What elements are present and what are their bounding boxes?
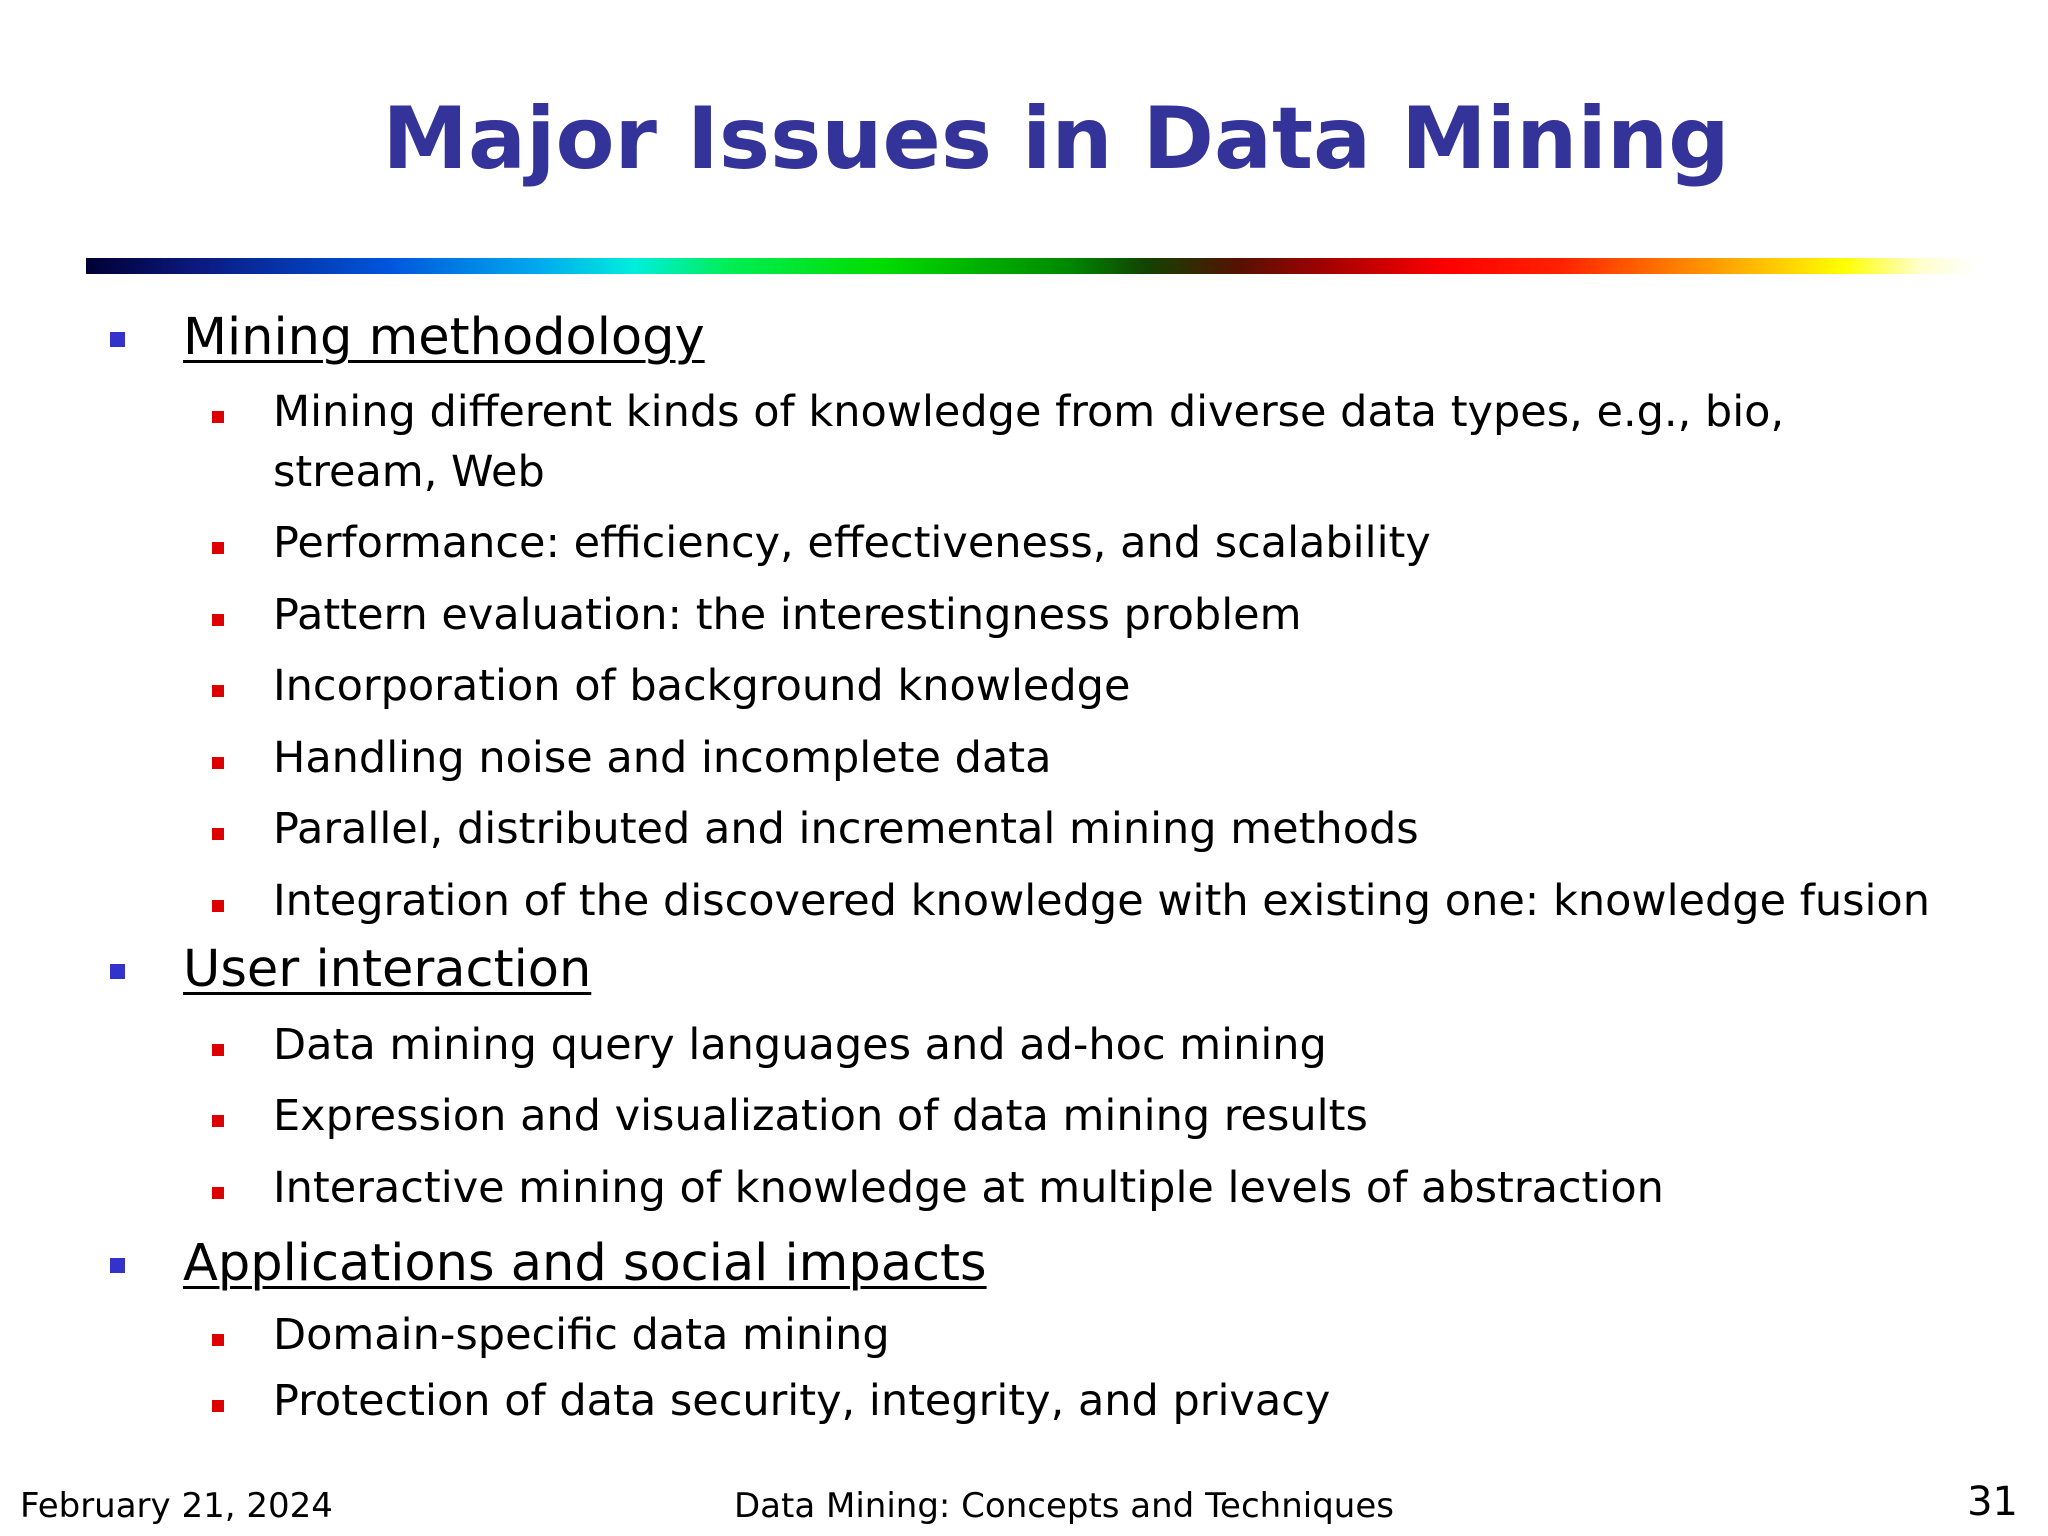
square-bullet-icon: [212, 1044, 224, 1056]
slide-title: Major Issues in Data Mining: [382, 89, 1730, 189]
section-heading: Mining methodology: [183, 308, 705, 367]
footer-date: February 21, 2024: [20, 1486, 333, 1526]
square-bullet-icon: [212, 1187, 224, 1199]
list-item-text: Interactive mining of knowledge at multiple levels of abstraction: [273, 1163, 1664, 1213]
list-item-text: Incorporation of background knowledge: [273, 661, 1131, 711]
square-bullet-icon: [212, 614, 224, 626]
square-bullet-icon: [212, 828, 224, 840]
list-item-text: Domain-specific data mining: [273, 1310, 890, 1360]
square-bullet-icon: [212, 685, 224, 697]
list-item-text: Parallel, distributed and incremental mining methods: [273, 804, 1419, 854]
footer-course-title: Data Mining: Concepts and Techniques: [734, 1486, 1394, 1526]
square-bullet-icon: [212, 1334, 224, 1346]
section-heading: Applications and social impacts: [183, 1234, 987, 1293]
section-heading: User interaction: [183, 940, 592, 999]
square-bullet-icon: [110, 332, 125, 347]
list-item-text: Handling noise and incomplete data: [273, 733, 1052, 783]
square-bullet-icon: [212, 900, 224, 912]
square-bullet-icon: [212, 542, 224, 554]
square-bullet-icon: [110, 1258, 125, 1273]
page-number: 31: [1967, 1479, 2018, 1525]
list-item-text: Integration of the discovered knowledge with existing one: knowledge fusion: [273, 876, 1930, 926]
square-bullet-icon: [212, 757, 224, 769]
list-item-text: Mining different kinds of knowledge from diverse data types, e.g., bio, stream, Web: [273, 387, 1785, 497]
list-item-text: Expression and visualization of data mining results: [273, 1091, 1368, 1141]
square-bullet-icon: [212, 1115, 224, 1127]
list-item-text: Protection of data security, integrity, and privacy: [273, 1376, 1331, 1426]
list-item-text: Pattern evaluation: the interestingness problem: [273, 590, 1302, 640]
square-bullet-icon: [110, 964, 125, 979]
list-item-text: Performance: efficiency, effectiveness, and scalability: [273, 518, 1431, 568]
square-bullet-icon: [212, 411, 224, 423]
square-bullet-icon: [212, 1400, 224, 1412]
list-item-text: Data mining query languages and ad-hoc mining: [273, 1020, 1327, 1070]
